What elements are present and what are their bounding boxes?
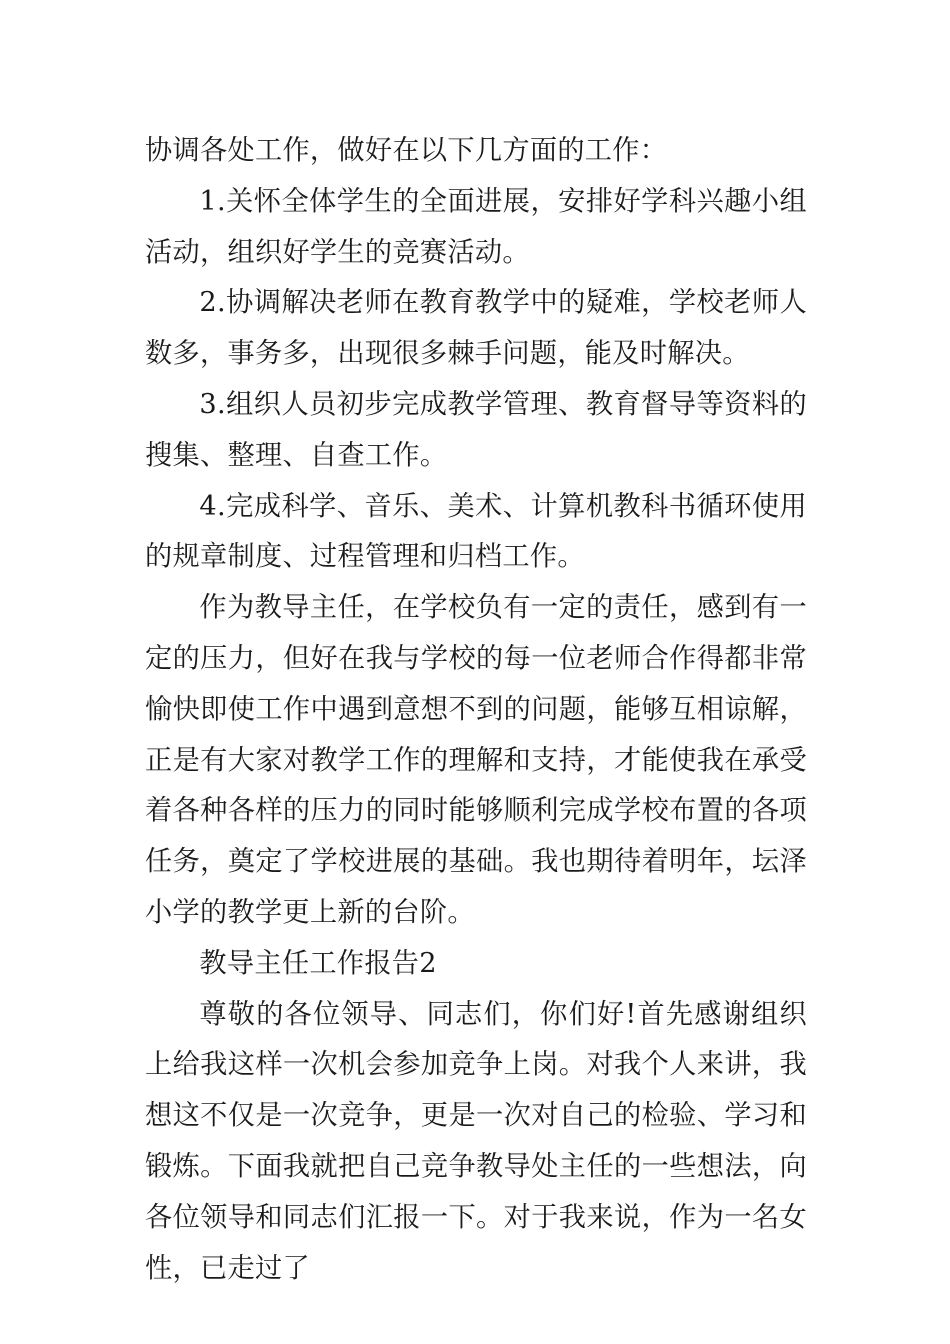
- list-item-1: 1.关怀全体学生的全面进展，安排好学科兴趣小组活动，组织好学生的竞赛活动。: [145, 185, 807, 268]
- list-item-2: 2.协调解决老师在教育教学中的疑难，学校老师人数多，事务多，出现很多棘手问题，能及时解决。: [145, 287, 807, 370]
- list-item-3: 3.组织人员初步完成教学管理、教育督导等资料的搜集、整理、自查工作。: [145, 388, 807, 471]
- paragraph-intro: 协调各处工作，做好在以下几方面的工作：: [145, 135, 668, 166]
- list-item-4: 4.完成科学、音乐、美术、计算机教科书循环使用的规章制度、过程管理和归档工作。: [145, 490, 807, 573]
- paragraph-summary: 作为教导主任，在学校负有一定的责任，感到有一定的压力，但好在我与学校的每一位老师合作得都非常愉快即使工作中遇到意想不到的问题，能够互相谅解，正是有大家对教学工作的理解和支持，才能使我在承受着各种各样的压力的同时能够顺利完成学校布置的各项任务，奠定了学校进展的基础。我也期待着明年，坛泽小学的教学更上新的台阶。: [145, 592, 807, 928]
- document-body: [145, 126, 807, 1294]
- section-heading: 教导主任工作报告2: [199, 947, 437, 979]
- paragraph-speech: 尊敬的各位领导、同志们，你们好!首先感谢组织上给我这样一次机会参加竞争上岗。对我个人来讲，我想这不仅是一次竞争，更是一次对自己的检验、学习和锻炼。下面我就把自己竞争教导处主任的一些想法，向各位领导和同志们汇报一下。对于我来说，作为一名女性，已走过了: [145, 998, 807, 1284]
